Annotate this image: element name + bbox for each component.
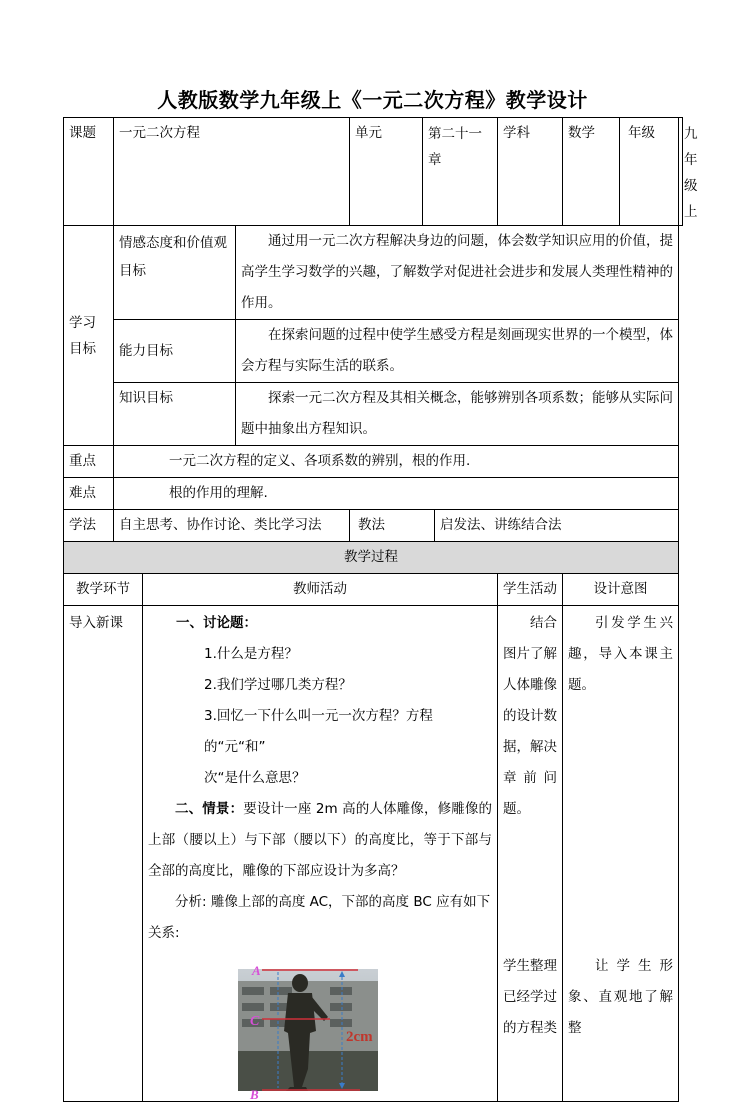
topic-label: 课题: [64, 118, 114, 226]
teach-method-value: 启发法、讲练结合法: [435, 510, 679, 542]
difficulty-label: 难点: [64, 478, 114, 510]
process-header: 教学过程: [64, 542, 679, 574]
process-header-row: [64, 542, 683, 574]
study-method-label: 学法: [64, 510, 114, 542]
objectives-label: 学习目标: [64, 226, 114, 446]
label-b: B: [250, 1087, 259, 1102]
student-activity: [498, 606, 563, 1102]
objective-text: 探索一元二次方程及其相关概念，能够辨别各项系数；能够从实际问题中抽象出方程知识。: [236, 383, 679, 446]
subject-value: 数学: [563, 118, 620, 226]
question-3-line-1: 3.回忆一下什么叫一元一次方程？方程的“元“和”: [204, 708, 433, 755]
analysis-text: 分析: 雕像上部的高度 AC，下部的高度 BC 应有如下关系:: [148, 894, 491, 941]
key-point-label: 重点: [64, 446, 114, 478]
height-label: 2cm: [346, 1029, 373, 1045]
design-intent-2: 让学生形象、直观地了解整: [568, 958, 674, 1036]
process-content-row: [64, 606, 683, 1102]
difficulty-row: [64, 478, 683, 510]
question-2: 2.我们学过哪几类方程？: [204, 677, 352, 693]
column-header-stage: 教学环节: [64, 574, 143, 606]
label-c: C: [250, 1014, 260, 1029]
info-row: [64, 118, 683, 226]
key-point-row: [64, 446, 683, 478]
column-header-student: 学生活动: [498, 574, 563, 606]
design-intent: [563, 606, 679, 1102]
objective-name: 情感态度和价值观目标: [114, 226, 236, 320]
design-intent-1: 引发学生兴趣，导入本课主题。: [568, 615, 674, 693]
methods-row: [64, 510, 683, 542]
objective-name: 能力目标: [114, 320, 236, 383]
topic-value: 一元二次方程: [114, 118, 350, 226]
unit-label: 单元: [350, 118, 423, 226]
unit-value: 第二十一章: [423, 118, 498, 226]
discussion-heading: 一、讨论题：: [176, 615, 257, 631]
grade-value: 九年级上: [679, 118, 683, 226]
teacher-activity: [143, 606, 498, 1102]
lesson-plan-table: [63, 117, 698, 1102]
statue-figure: [230, 961, 420, 1101]
column-header-teacher: 教师活动: [143, 574, 498, 606]
question-3-line-2: 次“是什么意思？: [204, 770, 306, 786]
student-activity-1: 结合图片了解人体雕像的设计数据，解决章前问题。: [503, 615, 558, 817]
study-method-value: 自主思考、协作讨论、类比学习法: [114, 510, 350, 542]
stage-name: 导入新课: [64, 606, 143, 1102]
objective-name: 知识目标: [114, 383, 236, 446]
label-a: A: [252, 963, 261, 978]
key-point-text: 一元二次方程的定义、各项系数的辨别，根的作用.: [114, 446, 679, 478]
objective-text: 通过用一元二次方程解决身边的问题，体会数学知识应用的价值，提高学生学习数学的兴趣，了解数学对促进社会进步和发展人类理性精神的作用。: [236, 226, 679, 320]
objective-row-values: [64, 226, 683, 320]
page-title: 人教版数学九年级上《一元二次方程》教学设计: [157, 88, 588, 112]
grade-label: 年级: [620, 118, 679, 226]
difficulty-text: 根的作用的理解.: [114, 478, 679, 510]
objective-row-knowledge: [64, 383, 683, 446]
statue-photo: [230, 961, 420, 1101]
process-columns-row: [64, 574, 683, 606]
scene-heading: 二、情景：: [175, 801, 244, 817]
scene-paragraph: [148, 794, 492, 887]
subject-label: 学科: [498, 118, 563, 226]
teach-method-label: 教法: [350, 510, 435, 542]
scene-text: 要设计一座 2m 高的人体雕像，修雕像的上部（腰以上）与下部（腰以下）的高度比，等于下部与全部的高度比，雕像的下部应设计为多高？: [148, 801, 493, 879]
student-activity-2: 学生整理已经学过的方程类: [503, 958, 558, 1036]
column-header-intent: 设计意图: [563, 574, 679, 606]
objective-row-ability: [64, 320, 683, 383]
objective-text: 在探索问题的过程中使学生感受方程是刻画现实世界的一个模型，体会方程与实际生活的联系。: [236, 320, 679, 383]
question-1: 1.什么是方程？: [204, 646, 298, 662]
